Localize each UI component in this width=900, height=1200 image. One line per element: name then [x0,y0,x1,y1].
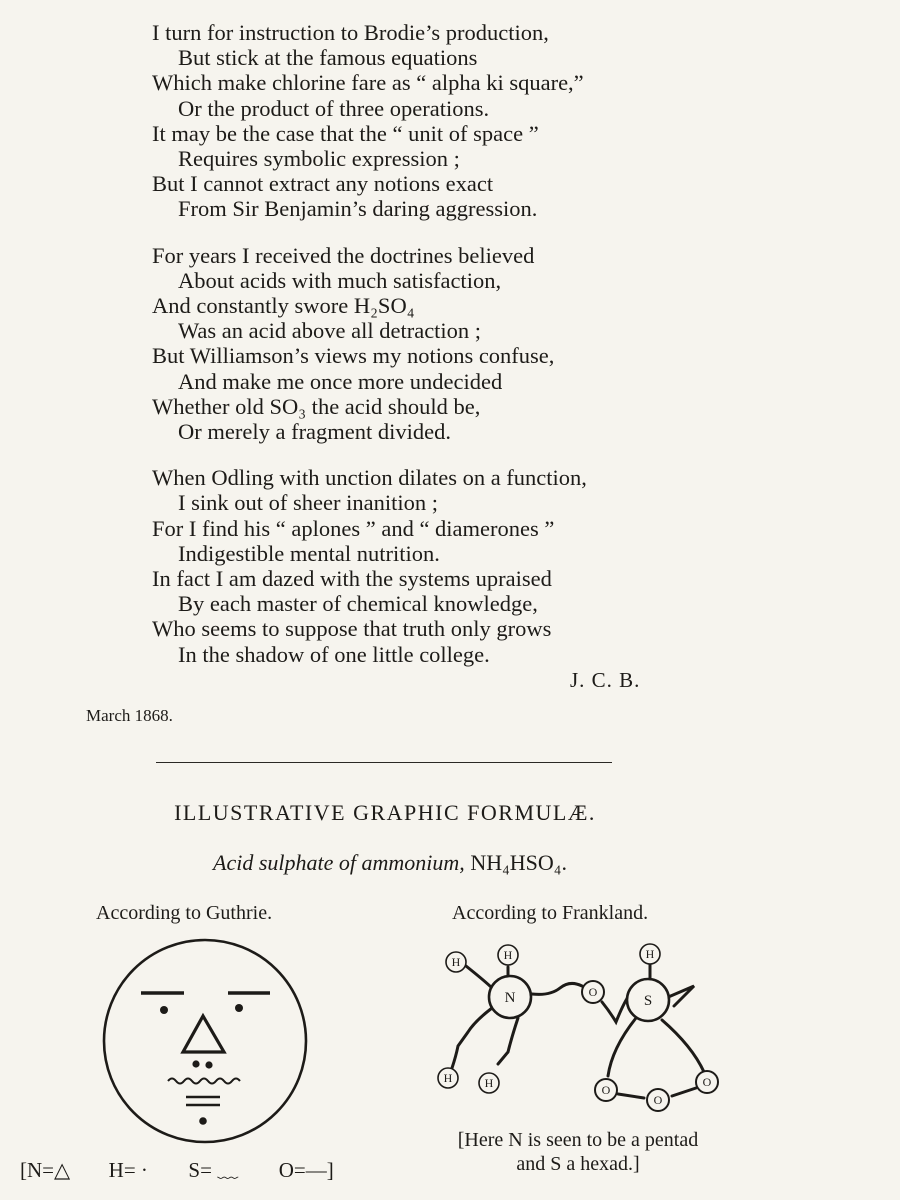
bond-s-o-right [662,1020,704,1072]
bond-h-left-n [466,966,492,988]
legend-n: [N=△ [20,1158,71,1182]
bond-s-wedge [666,986,694,1006]
nose-triangle [183,1016,224,1052]
poem-line: For I find his “ aplones ” and “ diamerones ” [152,515,555,541]
poem-line: Requires symbolic expression ; [178,146,460,172]
legend-o: O=—] [278,1158,334,1182]
poem-line: I sink out of sheer inanition ; [178,490,438,516]
bond-n-h-lower-right [498,1018,518,1064]
poem-line: Was an acid above all detraction ; [178,318,482,344]
poem-line: Which make chlorine fare as “ alpha ki square,” [152,70,584,96]
legend-s: S= ﹏ [188,1158,239,1182]
poem-line: Whether old SO₃ the acid should be, [152,393,481,419]
guthrie-diagram [96,932,320,1148]
formula: NH₄HSO₄. [470,850,567,875]
section-heading: ILLUSTRATIVE GRAPHIC FORMULÆ. [174,800,596,825]
poem-line: Who seems to suppose that truth only grows [152,616,552,642]
eye-left-dot [160,1006,168,1014]
frankland-note [418,1128,738,1176]
note-line-1: [Here N is seen to be a pentad [457,1129,699,1151]
frankland-caption: According to Frankland. [452,902,649,924]
atom-h-2-label: H [503,948,513,962]
poem-line: I turn for instruction to Brodie’s production, [152,20,549,45]
eye-right-dot [235,1004,243,1012]
section-subtitle [0,850,780,876]
bond-s-o-left [608,1018,636,1076]
stanza-3 [152,465,772,667]
poem-line: In fact I am dazed with the systems upraised [152,566,552,592]
atom-h-1-label: H [451,955,461,969]
subtitle-text: Acid sulphate of ammonium, [213,850,465,875]
poem-line: And constantly swore H₂SO₄ [152,293,415,319]
poem-line: But Williamson’s views my notions confuse, [152,343,555,369]
note-line-2: and S a hexad.] [516,1153,640,1175]
atom-o-bridge-label: O [588,985,598,999]
poem [152,20,772,688]
nostril-left-dot [192,1060,199,1067]
poem-line: About acids with much satisfaction, [178,267,502,293]
poem-line: When Odling with unction dilates on a function, [152,465,587,491]
atom-h-4-label: H [484,1076,494,1090]
frankland-diagram [430,936,730,1120]
guthrie-legend [20,1154,400,1184]
poem-line: For years I received the doctrines believed [152,242,535,268]
stanza-1 [152,20,772,222]
atom-s-label: S [643,993,653,1009]
guthrie-outer-circle [104,940,306,1142]
atom-o-1-label: O [601,1083,611,1097]
legend-h: H= · [108,1158,148,1182]
bond-n-h-lower-left [452,1008,492,1068]
bond-o-o-left [618,1094,644,1098]
signature: J. C. B. [570,668,641,692]
chin-dot [199,1117,207,1125]
divider [156,762,612,763]
poem-line: Or the product of three operations. [178,95,490,121]
poem-line: In the shadow of one little college. [178,641,490,667]
stanza-2 [152,243,772,445]
mouth-wave [168,1079,240,1084]
date: March 1868. [86,706,173,725]
atom-h-5-label: H [645,947,655,961]
bond-n-o-bridge [532,983,582,994]
poem-line: But stick at the famous equations [178,45,478,71]
poem-line: Indigestible mental nutrition. [178,540,440,566]
bond-o-o-right [672,1088,696,1096]
poem-line: And make me once more undecided [178,368,503,394]
poem-line: By each master of chemical knowledge, [178,591,538,617]
poem-line: From Sir Benjamin’s daring aggression. [178,196,538,222]
atom-n-label: N [504,990,516,1006]
guthrie-caption: According to Guthrie. [96,902,273,924]
nostril-right-dot [205,1061,212,1068]
poem-line: Or merely a fragment divided. [178,419,452,445]
atom-o-2-label: O [653,1093,663,1107]
poem-line: But I cannot extract any notions exact [152,171,494,197]
atom-o-3-label: O [702,1075,712,1089]
atom-h-3-label: H [443,1071,453,1085]
poem-line: It may be the case that the “ unit of space ” [152,120,539,146]
